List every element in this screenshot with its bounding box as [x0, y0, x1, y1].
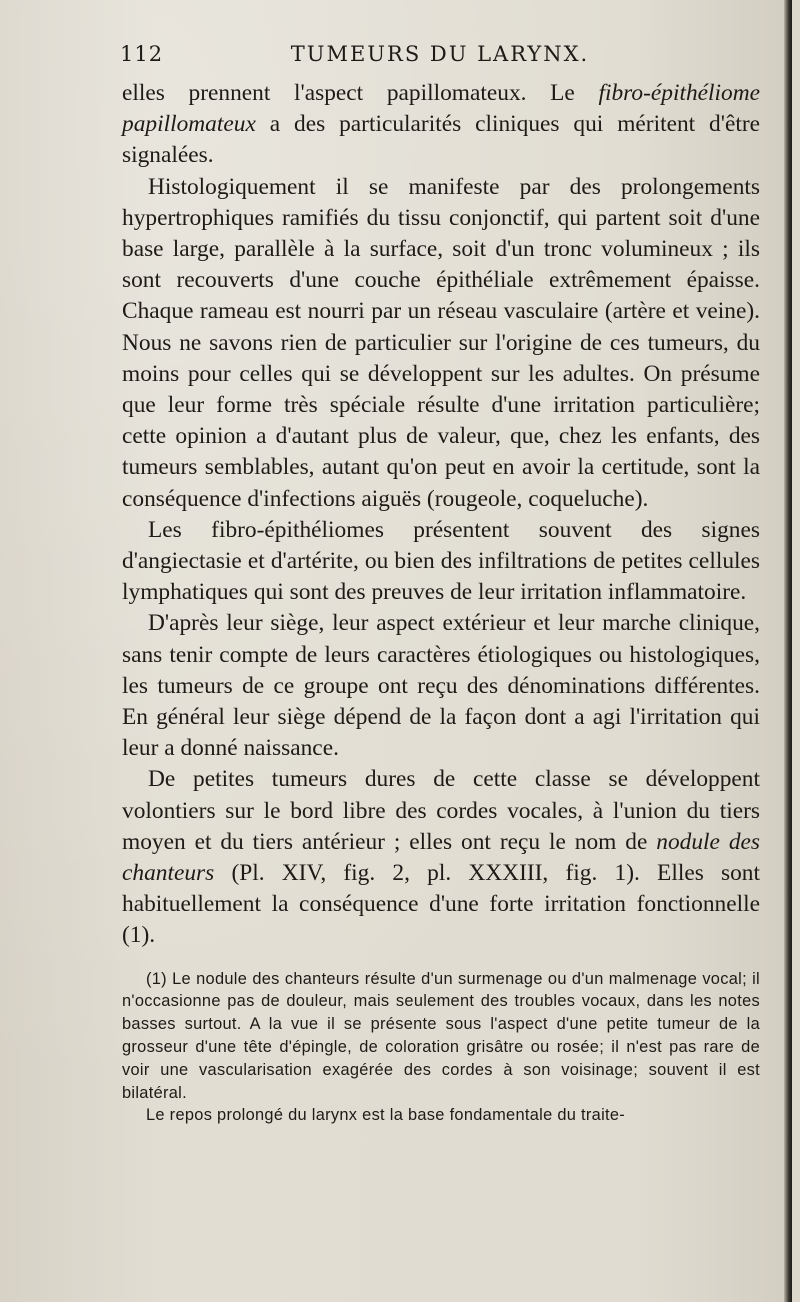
page-body [122, 78, 760, 1127]
running-title: TUMEURS DU LARYNX. [290, 42, 590, 66]
paragraph-1-text-c: a des particularités cliniques qui méritent d'être signalées. [122, 111, 760, 169]
paragraph-5-text-c: (Pl. XIV, fig. 2, pl. XXXIII, fig. 1). Elles sont habituellement la conséquence d'une forte irritation fonctionnelle (1). [122, 860, 760, 949]
paragraph-2: Histologiquement il se manifeste par des prolongements hypertrophiques ramifiés du tissu conjonctif, qui partent soit d'une base large, parallèle à la surface, soit d'un tronc volumineux ; ils sont recouverts d'une couche épithéliale extrêmement épaisse. Chaque rameau est nourri par un réseau vasculaire (artère et veine). Nous ne savons rien de particulier sur l'origine de ces tumeurs, du moins pour celles qui se développent sur les adultes. On présume que leur forme très spéciale résulte d'une irritation particulière; cette opinion a d'autant plus de valeur, que, chez les enfants, des tumeurs semblables, autant qu'on peut en avoir la certitude, sont la conséquence d'infections aiguës (rougeole, coqueluche). [122, 173, 760, 512]
term-nodule-des-chanteurs: nodule des chanteurs [122, 828, 760, 887]
paragraph-4: D'après leur siège, leur aspect extérieur et leur marche clinique, sans tenir compte de leurs caractères étiologiques ou histologiques, les tumeurs de ce groupe ont reçu des dénominations différentes. En général leur siège dépend de la façon dont a agi l'irritation qui leur a donné naissance. [122, 610, 760, 762]
footnote-continuation: Le repos prolongé du larynx est la base fondamentale du traite- [146, 1106, 626, 1125]
paragraph-5-text-a: De petites tumeurs dures de cette classe se développent volontiers sur le bord libre des cordes vocales, à l'union du tiers moyen et du tiers antérieur ; elles ont reçu le nom de [122, 766, 760, 855]
term-fibro-epitheliome: fibro-épithéliome papillomateux [122, 80, 760, 138]
paragraph-3: Les fibro-épithéliomes présentent souvent des signes d'angiectasie et d'artérite, ou bien des infiltrations de petites cellules lymphatiques qui sont des preuves de leur irritation inflammatoire. [122, 516, 760, 606]
page-number: 112 [120, 42, 164, 66]
footnotes [122, 968, 760, 1128]
paragraph-1 [122, 78, 760, 172]
page-header [120, 42, 760, 74]
footnote-1: (1) Le nodule des chanteurs résulte d'un surmenage ou d'un malmenage vocal; il n'occasionne pas de douleur, mais seulement des troubles vocaux, dans les notes basses surtout. A la vue il se présente sous l'aspect d'une petite tumeur de la grosseur d'une tête d'épingle, de coloration grisâtre ou rosée; il n'est pas rare de voir une vascularisation exagérée des cordes à son voisinage; souvent il est bilatéral. [122, 969, 760, 1102]
paragraph-1-text-a: elles prennent l'aspect papillomateux. Le [122, 80, 599, 106]
paragraph-5 [122, 764, 760, 951]
page-edge-shadow [784, 0, 792, 1302]
